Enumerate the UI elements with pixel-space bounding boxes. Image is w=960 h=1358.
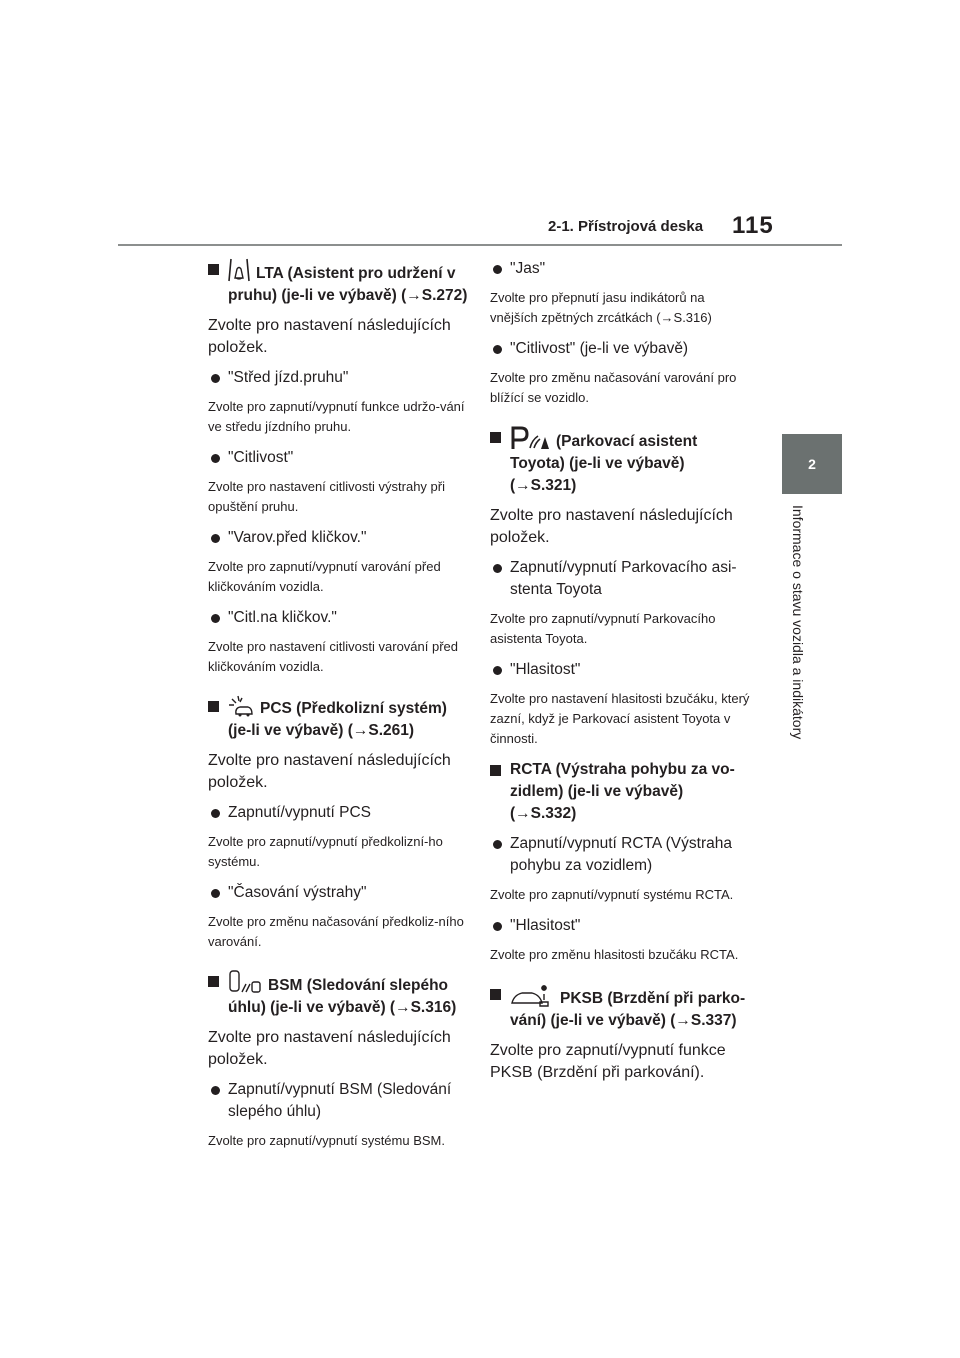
list-item: "Časování výstrahy" [208, 882, 470, 904]
header-divider [118, 244, 842, 246]
bullet-dot-icon [211, 614, 220, 623]
square-bullet-icon [208, 701, 219, 712]
item-note: Zvolte pro změnu načasování předkoliz-ního varování. [208, 914, 464, 949]
item-note: Zvolte pro zapnutí/vypnutí systému BSM. [208, 1133, 445, 1148]
list-item: "Citl.na kličkov." [208, 607, 470, 629]
list-item: "Hlasitost" [490, 915, 752, 937]
pksb-heading-text: PKSB (Brzdění při parko-vání) (je-li ve výbavě) (→S.337) [510, 990, 746, 1029]
square-bullet-icon [490, 989, 501, 1000]
bullet-dot-icon [493, 345, 502, 354]
bullet-dot-icon [493, 922, 502, 931]
list-item: "Střed jízd.pruhu" [208, 367, 470, 389]
page-number: 115 [732, 212, 774, 239]
item-note: Zvolte pro změnu načasování varování pro blížící se vozidlo. [490, 370, 737, 405]
pcs-heading-text: PCS (Předkolizní systém) (je-li ve výbavě) (→S.261) [228, 700, 447, 739]
list-item: "Jas" [490, 258, 752, 280]
section-title: 2-1. Přístrojová deska [548, 218, 704, 235]
item-note: Zvolte pro zapnutí/vypnutí funkce udržo-vání ve středu jízdního pruhu. [208, 399, 465, 434]
square-bullet-icon [208, 976, 219, 987]
item-note: Zvolte pro zapnutí/vypnutí Parkovacího asistenta Toyota. [490, 611, 716, 646]
item-note: Zvolte pro zapnutí/vypnutí systému RCTA. [490, 887, 734, 902]
chapter-number: 2 [808, 456, 816, 472]
parking-assist-icon [510, 426, 550, 450]
chapter-tab [782, 434, 842, 494]
section-heading-lta [208, 258, 470, 307]
bsm-icon [228, 970, 262, 994]
right-column [490, 258, 752, 1092]
parking-heading-text: (Parkovací asistent Toyota) (je-li ve výbavě) (→S.321) [510, 433, 698, 494]
pksb-icon [510, 983, 554, 1007]
chapter-caption [784, 505, 812, 775]
bsm-heading-text: BSM (Sledování slepého úhlu) (je-li ve výbavě) (→S.316) [228, 977, 457, 1016]
section-heading-pksb [490, 983, 752, 1032]
bullet-dot-icon [211, 454, 220, 463]
bullet-dot-icon [211, 889, 220, 898]
list-item: Zapnutí/vypnutí Parkovacího asi-stenta Toyota [490, 557, 752, 601]
section-heading-bsm [208, 970, 470, 1019]
item-note: Zvolte pro přepnutí jasu indikátorů na vnějších zpětných zrcátkách (→S.316) [490, 290, 712, 325]
parking-intro: Zvolte pro nastavení následujících položek. [490, 507, 733, 546]
lta-icon [228, 258, 250, 282]
item-note: Zvolte pro nastavení citlivosti varování před kličkováním vozidla. [208, 639, 459, 674]
bullet-dot-icon [211, 809, 220, 818]
pcs-intro: Zvolte pro nastavení následujících položek. [208, 752, 451, 791]
chapter-title: Informace o stavu vozidla a indikátory [790, 505, 806, 740]
pksb-intro: Zvolte pro zapnutí/vypnutí funkce PKSB (Brzdění při parkování). [490, 1042, 726, 1081]
item-note: Zvolte pro nastavení hlasitosti bzučáku, který zazní, když je Parkovací asistent Toyota v činnosti. [490, 691, 750, 746]
bullet-dot-icon [493, 840, 502, 849]
list-item: Zapnutí/vypnutí RCTA (Výstraha pohybu za vozidlem) [490, 833, 752, 877]
item-note: Zvolte pro zapnutí/vypnutí varování před kličkováním vozidla. [208, 559, 441, 594]
bullet-dot-icon [211, 1086, 220, 1095]
item-note: Zvolte pro změnu hlasitosti bzučáku RCTA. [490, 947, 739, 962]
left-column [208, 258, 470, 1161]
item-note: Zvolte pro zapnutí/vypnutí předkolizní-ho systému. [208, 834, 443, 869]
section-heading-pcs [208, 695, 470, 742]
list-item: "Citlivost" (je-li ve výbavě) [490, 338, 752, 360]
lta-heading-text: LTA (Asistent pro udržení v pruhu) (je-li ve výbavě) (→S.272) [228, 265, 468, 304]
bsm-intro: Zvolte pro nastavení následujících položek. [208, 1029, 451, 1068]
list-item: "Citlivost" [208, 447, 470, 469]
section-heading-parking-assist [490, 426, 752, 497]
list-item: "Hlasitost" [490, 659, 752, 681]
list-item: Zapnutí/vypnutí PCS [208, 802, 470, 824]
list-item: "Varov.před kličkov." [208, 527, 470, 549]
section-heading-rcta [490, 759, 752, 825]
bullet-dot-icon [211, 374, 220, 383]
rcta-heading-text: RCTA (Výstraha pohybu za vo-zidlem) (je-li ve výbavě) (→S.332) [510, 761, 735, 822]
list-item: Zapnutí/vypnutí BSM (Sledování slepého úhlu) [208, 1079, 470, 1123]
lta-intro: Zvolte pro nastavení následujících položek. [208, 317, 451, 356]
bullet-dot-icon [493, 666, 502, 675]
square-bullet-icon [208, 264, 219, 275]
item-note: Zvolte pro nastavení citlivosti výstrahy při opuštění pruhu. [208, 479, 445, 514]
square-bullet-icon [490, 765, 501, 776]
square-bullet-icon [490, 432, 501, 443]
bullet-dot-icon [211, 534, 220, 543]
bullet-dot-icon [493, 265, 502, 274]
bullet-dot-icon [493, 564, 502, 573]
pcs-icon [228, 695, 254, 717]
